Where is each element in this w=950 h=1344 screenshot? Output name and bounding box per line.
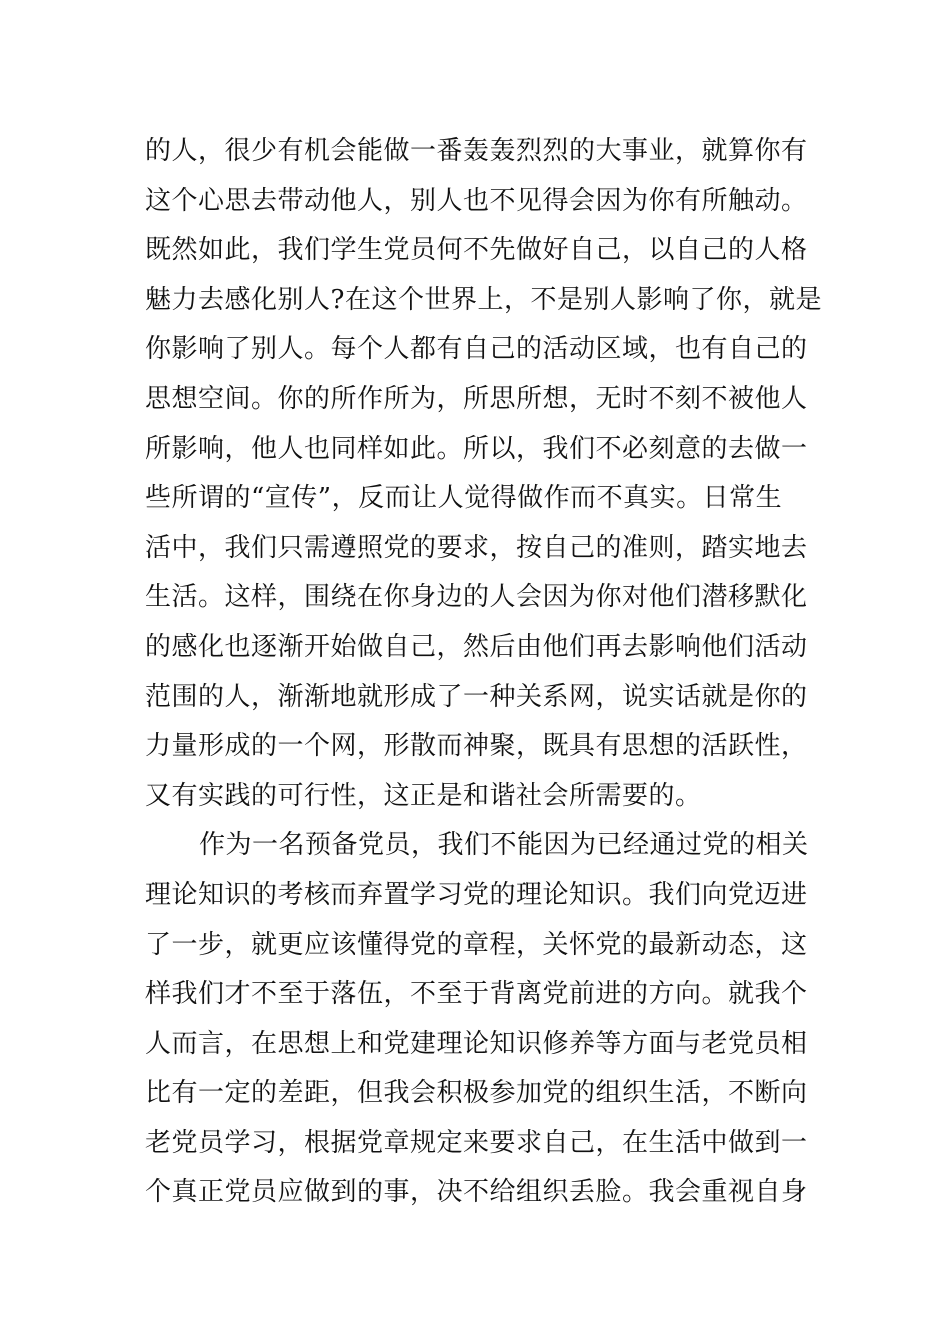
text-line: 既然如此，我们学生党员何不先做好自己，以自己的人格 — [145, 235, 808, 266]
text-line: 老党员学习，根据党章规定来要求自己，在生活中做到一 — [145, 1127, 808, 1158]
text-line: 人而言，在思想上和党建理论知识修养等方面与老党员相 — [145, 1028, 808, 1059]
text-line: 些所谓的“宣传”，反而让人觉得做作而不真实。日常生 — [145, 483, 783, 514]
text-line: 你影响了别人。每个人都有自己的活动区域，也有自己的 — [145, 334, 808, 365]
text-line: 个真正党员应做到的事，决不给组织丢脸。我会重视自身 — [145, 1177, 808, 1208]
text-line: 比有一定的差距，但我会积极参加党的组织生活，不断向 — [145, 1078, 808, 1109]
paragraph-first-line: 作为一名预备党员，我们不能因为已经通过党的相关 — [199, 830, 809, 861]
text-line: 的人，很少有机会能做一番轰轰烈烈的大事业，就算你有 — [145, 136, 808, 166]
document-body — [145, 127, 822, 1218]
text-line: 生活。这样，围绕在你身边的人会因为你对他们潜移默化 — [145, 582, 808, 613]
text-line: 思想空间。你的所作所为，所思所想，无时不刻不被他人 — [145, 383, 808, 414]
text-line: 的感化也逐渐开始做自己，然后由他们再去影响他们活动 — [145, 631, 808, 662]
text-line: 魅力去感化别人?在这个世界上，不是别人影响了你，就是 — [145, 284, 822, 315]
text-line: 理论知识的考核而弃置学习党的理论知识。我们向党迈进 — [145, 879, 808, 910]
text-line: 了一步，就更应该懂得党的章程，关怀党的最新动态，这 — [145, 929, 808, 960]
text-line: 样我们才不至于落伍，不至于背离党前进的方向。就我个 — [145, 979, 808, 1010]
text-line: 活中，我们只需遵照党的要求，按自己的准则，踏实地去 — [145, 532, 808, 563]
text-line: 又有实践的可行性，这正是和谐社会所需要的。 — [145, 780, 702, 811]
text-line: 力量形成的一个网，形散而神聚，既具有思想的活跃性， — [145, 731, 808, 762]
text-line: 所影响，他人也同样如此。所以，我们不必刻意的去做一 — [145, 433, 808, 464]
text-line: 范围的人，渐渐地就形成了一种关系网，说实话就是你的 — [145, 681, 808, 712]
text-line: 这个心思去带动他人，别人也不见得会因为你有所触动。 — [145, 185, 808, 216]
